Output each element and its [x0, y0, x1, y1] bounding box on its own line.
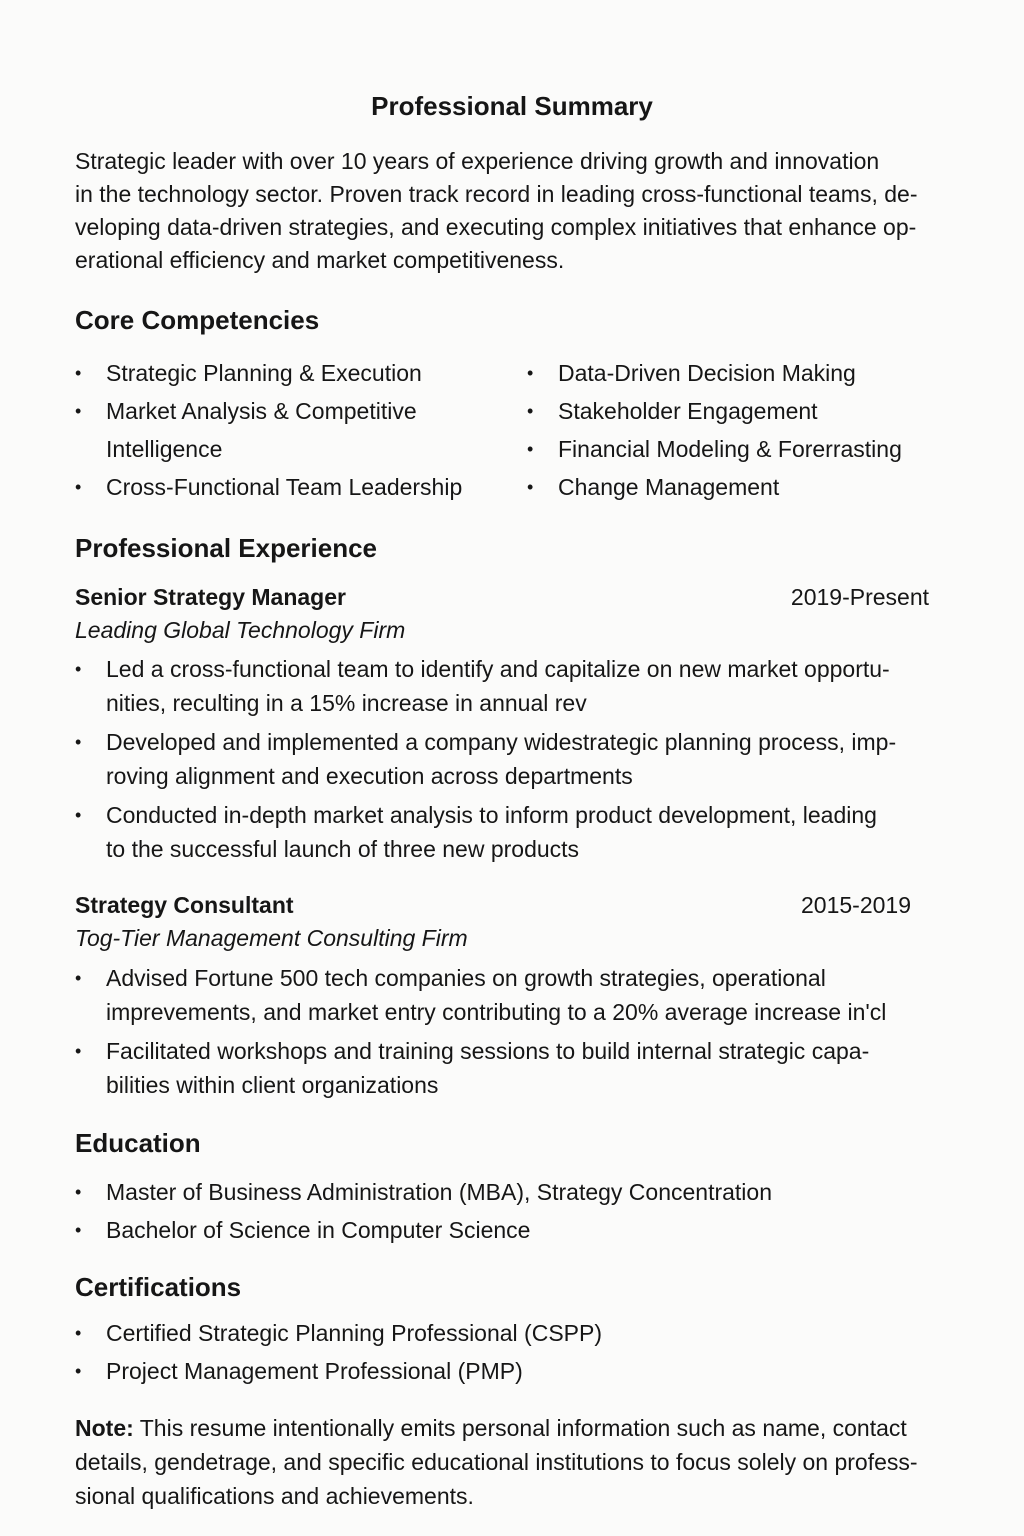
- list-item-text: bilities within client organizations: [106, 1072, 439, 1098]
- list-item-text: Intelligence: [106, 436, 223, 462]
- list-item: [527, 392, 902, 430]
- summary-paragraph: [75, 145, 918, 277]
- job-dates: 2015-2019: [801, 892, 911, 918]
- certifications-heading: Certifications: [75, 1272, 242, 1302]
- list-item: [75, 1034, 886, 1102]
- competencies-right-list: [527, 354, 902, 506]
- summary-line: in the technology sector. Proven track record in leading cross-functional teams, de-: [75, 181, 918, 207]
- list-item-text: Market Analysis & Competitive: [106, 398, 417, 424]
- experience-heading: Professional Experience: [75, 533, 378, 563]
- note-line: details, gendetrage, and specific educational institutions to focus solely on profess-: [75, 1449, 918, 1475]
- list-item-text: imprevements, and market entry contributing to a 20% average increase in'cl: [106, 999, 887, 1025]
- list-item: [75, 1314, 602, 1352]
- list-item-text: Financial Modeling & Forerrasting: [558, 436, 902, 462]
- list-item-text: Cross-Functional Team Leadership: [106, 474, 463, 500]
- list-item-text: roving alignment and execution across departments: [106, 763, 633, 789]
- list-item: [75, 392, 462, 468]
- list-item: [75, 1173, 772, 1211]
- list-item-text: Advised Fortune 500 tech companies on growth strategies, operational: [106, 965, 826, 991]
- summary-line: erational efficiency and market competitiveness.: [75, 247, 565, 273]
- list-item-text: Project Management Professional (PMP): [106, 1358, 523, 1384]
- note-line: This resume intentionally emits personal information such as name, contact: [133, 1415, 907, 1441]
- list-item: [75, 961, 886, 1029]
- competencies-left-list: [75, 354, 462, 506]
- list-item-text: Led a cross-functional team to identify and capitalize on new market opportu-: [106, 656, 890, 682]
- note-line: sional qualifications and achievements.: [75, 1483, 474, 1509]
- note-label: Note:: [75, 1415, 134, 1441]
- list-item-text: Bachelor of Science in Computer Science: [106, 1217, 531, 1243]
- list-item-text: Stakeholder Engagement: [558, 398, 818, 424]
- note-paragraph: [75, 1411, 918, 1513]
- list-item-text: Facilitated workshops and training sessions to build internal strategic capa-: [106, 1038, 870, 1064]
- job-dates: 2019-Present: [790, 584, 929, 610]
- list-item: [75, 798, 896, 866]
- list-item-text: Certified Strategic Planning Professional (CSPP): [106, 1320, 603, 1346]
- list-item-text: nities, reculting in a 15% increase in annual rev: [106, 690, 587, 716]
- list-item: [75, 1352, 602, 1390]
- job-title: Senior Strategy Manager: [75, 584, 346, 610]
- list-item-text: Change Management: [558, 474, 780, 500]
- list-item: [527, 354, 902, 392]
- list-item-text: Conducted in-depth market analysis to inform product development, leading: [106, 802, 877, 828]
- list-item-text: Developed and implemented a company widestrategic planning process, imp-: [106, 729, 897, 755]
- list-item: [75, 652, 896, 720]
- certifications-list: [75, 1314, 602, 1390]
- list-item-text: to the successful launch of three new products: [106, 836, 580, 862]
- list-item-text: Data-Driven Decision Making: [558, 360, 856, 386]
- list-item: [75, 468, 462, 506]
- list-item: [75, 354, 462, 392]
- list-item: [527, 430, 902, 468]
- list-item: [75, 725, 896, 793]
- list-item: [527, 468, 902, 506]
- summary-line: veloping data-driven strategies, and executing complex initiatives that enhance op-: [75, 214, 917, 240]
- job-title: Strategy Consultant: [75, 892, 294, 918]
- list-item-text: Master of Business Administration (MBA), Strategy Concentration: [106, 1179, 773, 1205]
- job-company: Leading Global Technology Firm: [75, 617, 406, 643]
- list-item: [75, 1211, 772, 1249]
- job-bullets: [75, 961, 886, 1102]
- education-list: [75, 1173, 772, 1249]
- list-item-text: Strategic Planning & Execution: [106, 360, 422, 386]
- summary-line: Strategic leader with over 10 years of experience driving growth and innovation: [75, 148, 880, 174]
- education-heading: Education: [75, 1128, 201, 1158]
- job-bullets: [75, 652, 896, 866]
- competencies-heading: Core Competencies: [75, 305, 320, 335]
- summary-heading: Professional Summary: [371, 91, 653, 121]
- job-company: Tog-Tier Management Consulting Firm: [75, 925, 468, 951]
